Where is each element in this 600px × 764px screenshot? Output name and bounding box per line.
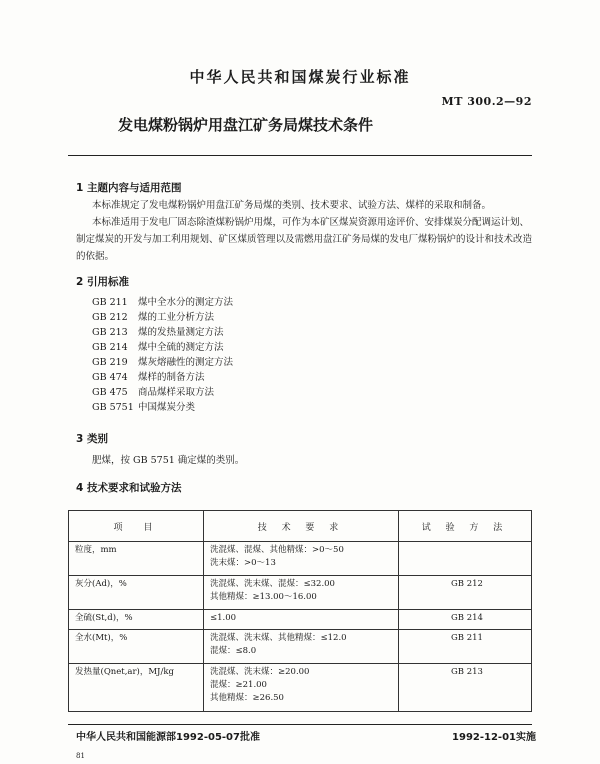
section-1-heading: 1 主题内容与适用范围 [76, 182, 182, 194]
reference-item: GB 474 煤样的制备方法 [92, 372, 205, 383]
header-divider [68, 155, 532, 156]
standard-organization: 中华人民共和国煤炭行业标准 [189, 68, 411, 86]
section-3-paragraph: 肥煤，按 GB 5751 确定煤的类别。 [92, 455, 245, 466]
effective-date: 1992-12-01实施 [452, 732, 536, 743]
row-item: 全水(Mt)，% [69, 630, 204, 664]
row-method: GB 214 [399, 610, 532, 630]
reference-item: GB 475 商品煤样采取方法 [92, 387, 215, 398]
section-1-paragraph-1: 本标准规定了发电煤粉锅炉用盘江矿务局煤的类别、技术要求、试验方法、煤样的采取和制备。 [92, 200, 492, 211]
technical-requirements-table [68, 510, 532, 712]
row-requirement: 洗混煤、混煤、其他精煤：>0～50 洗末煤：>0～13 [204, 542, 399, 576]
reference-item: GB 219 煤灰熔融性的测定方法 [92, 357, 234, 368]
column-header-item: 项 目 [69, 511, 204, 542]
section-1-paragraph-2: 本标准适用于发电厂固态除渣煤粉锅炉用煤，可作为本矿区煤炭资源用途评价、安排煤炭分配调运计划、制定煤炭的开发与加工利用规划、矿区煤质管理以及需燃用盘江矿务局煤的发电厂煤粉锅炉的设计和技术改造的依据。 [76, 217, 533, 262]
reference-item: GB 5751 中国煤炭分类 [92, 402, 196, 413]
row-method: GB 211 [399, 630, 532, 664]
row-method: GB 213 [399, 664, 532, 712]
reference-item: GB 213 煤的发热量测定方法 [92, 327, 224, 338]
standard-code: MT 300.2—92 [441, 95, 532, 108]
table-row [69, 630, 532, 664]
table-header-row [69, 511, 532, 542]
table-row [69, 610, 532, 630]
row-item: 发热量(Qnet,ar)，MJ/kg [69, 664, 204, 712]
section-4-heading: 4 技术要求和试验方法 [76, 482, 182, 494]
reference-list [92, 295, 233, 415]
page-number: 81 [76, 752, 85, 760]
row-item: 灰分(Ad)，% [69, 576, 204, 610]
row-requirement: ≤1.00 [204, 610, 399, 630]
row-requirement: 洗混煤、洗末煤、其他精煤：≤12.0 混煤：≤8.0 [204, 630, 399, 664]
approval-line: 中华人民共和国能源部1992-05-07批准 [76, 732, 260, 743]
table-row [69, 576, 532, 610]
reference-item: GB 214 煤中全硫的测定方法 [92, 342, 224, 353]
reference-item: GB 211 煤中全水分的测定方法 [92, 297, 234, 308]
table-row [69, 664, 532, 712]
row-method: GB 212 [399, 576, 532, 610]
column-header-requirement: 技 术 要 求 [204, 511, 399, 542]
table-row [69, 542, 532, 576]
reference-item: GB 212 煤的工业分析方法 [92, 312, 215, 323]
document-title: 发电煤粉锅炉用盘江矿务局煤技术条件 [118, 116, 374, 134]
row-requirement: 洗混煤、洗末煤：≥20.00 混煤：≥21.00 其他精煤：≥26.50 [204, 664, 399, 712]
row-item: 全硫(St,d)，% [69, 610, 204, 630]
footer-divider [68, 724, 532, 725]
section-2-heading: 2 引用标准 [76, 276, 129, 288]
row-item: 粒度，mm [69, 542, 204, 576]
row-method [399, 542, 532, 576]
row-requirement: 洗混煤、洗末煤、混煤：≤32.00 其他精煤：≥13.00～16.00 [204, 576, 399, 610]
section-3-heading: 3 类别 [76, 433, 108, 445]
column-header-method: 试 验 方 法 [399, 511, 532, 542]
